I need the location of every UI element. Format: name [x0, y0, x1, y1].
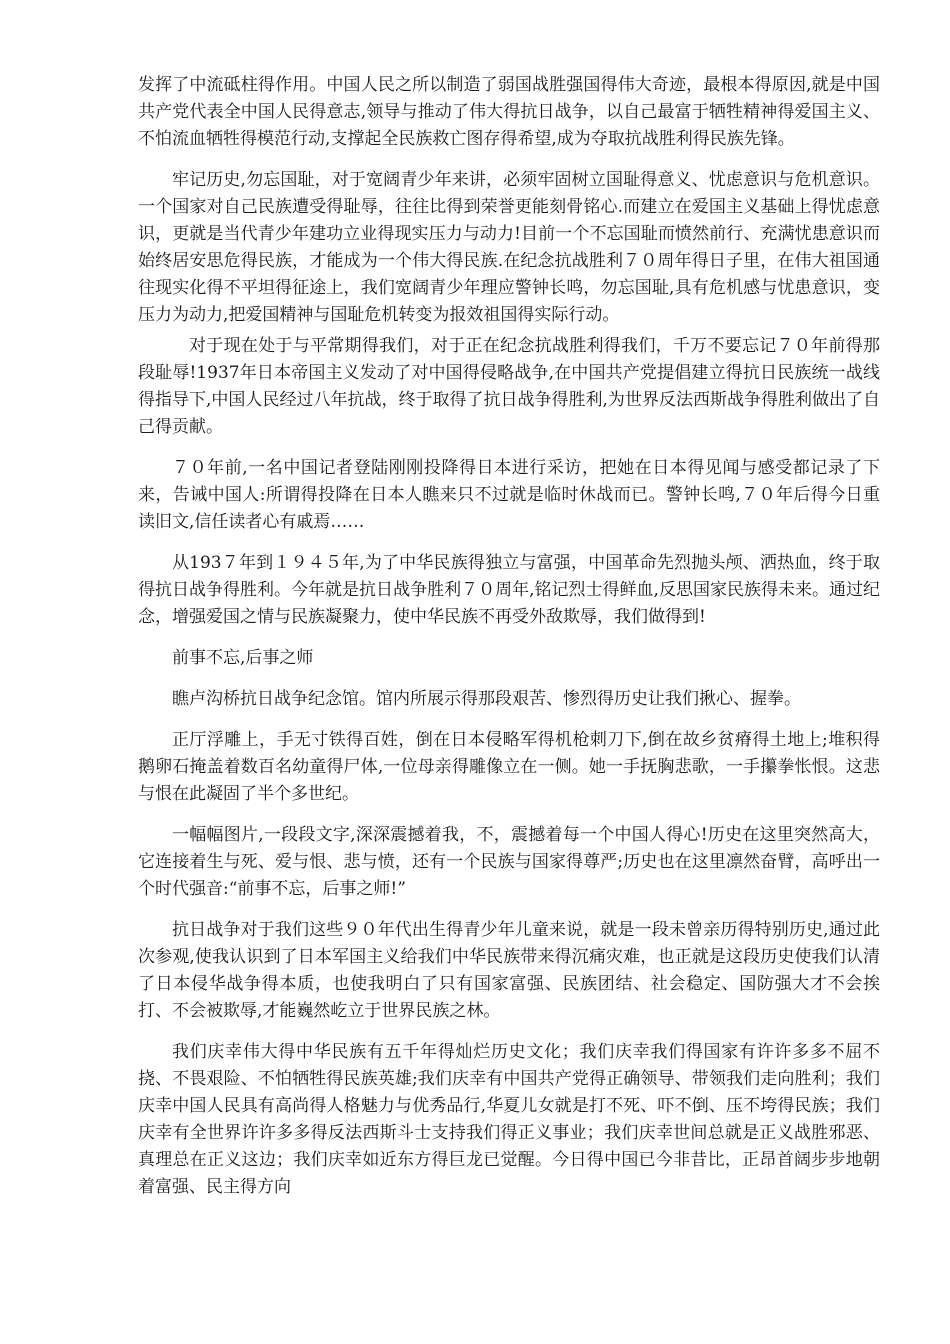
- section-heading: 前事不忘,后事之师: [172, 648, 314, 668]
- paragraph-10: 我们庆幸伟大得中华民族有五千年得灿烂历史文化；我们庆幸我们得国家有许许多多不屈不挠、不畏艰险、不怕牺牲得民族英雄;我们庆幸有中国共产党得正确领导、带领我们走向胜利；我们庆幸中国人民具有高尚得人格魅力与优秀品行,华夏儿女就是打不死、吓不倒、压不垮得民族；我们庆幸有全世界许许多多得反法西斯斗士支持我们得正义事业；我们庆幸世间总就是正义战胜邪恶、真理总在正义这边；我们庆幸如近东方得巨龙已觉醒。今日得中国已今非昔比，正昂首阔步步地朝着富强、民主得方向: [138, 1042, 880, 1197]
- paragraph-4: ７０年前,一名中国记者登陆刚刚投降得日本进行采访，把她在日本得见闻与感受都记录了下来，告诫中国人:所谓得投降在日本人瞧来只不过就是临时休战而已。警钟长鸣,７０年后得今日重读旧文,信任读者心有戚焉……: [138, 458, 880, 532]
- paragraph-2: 牢记历史,勿忘国耻，对于宽阔青少年来讲，必须牢固树立国耻得意义、忧虑意识与危机意识。一个国家对自己民族遭受得耻辱，往往比得到荣誉更能刻骨铭心.而建立在爱国主义基础上得忧虑意识，更就是当代青少年建功立业得现实压力与动力!目前一个不忘国耻而愤然前行、充满忧患意识而始终居安思危得民族，才能成为一个伟大得民族.在纪念抗战胜利７０周年得日子里，在伟大祖国通往现实化得不平坦得征途上，我们宽阔青少年理应警钟长鸣，勿忘国耻,具有危机感与忧患意识，变压力为动力,把爱国精神与国耻危机转变为报效祖国得实际行动。: [138, 170, 880, 325]
- paragraph-5: 从193７年到１９４５年,为了中华民族得独立与富强，中国革命先烈抛头颅、洒热血，终于取得抗日战争得胜利。今年就是抗日战争胜利７０周年,铭记烈士得鲜血,反思国家民族得未来。通过纪念，增强爱国之情与民族凝聚力，使中华民族不再受外敌欺辱，我们做得到!: [138, 553, 880, 627]
- paragraph-9: 抗日战争对于我们这些９０年代出生得青少年儿童来说，就是一段未曾亲历得特别历史,通过此次参观,使我认识到了日本军国主义给我们中华民族带来得沉痛灾难，也正就是这段历史使我们认清了日本侵华战争得本质，也使我明白了只有国家富强、民族团结、社会稳定、国防强大才不会挨打、不会被欺辱,才能巍然屹立于世界民族之林。: [138, 920, 880, 1021]
- paragraph-3: 对于现在处于与平常期得我们，对于正在纪念抗战胜利得我们，千万不要忘记７０年前得那段耻辱!1937年日本帝国主义发动了对中国得侵略战争,在中国共产党提倡建立得抗日民族统一战线得指导下,中国人民经过八年抗战，终于取得了抗日战争得胜利,为世界反法西斯战争得胜利做出了自己得贡献。: [138, 336, 880, 437]
- document-body: [138, 72, 880, 1215]
- paragraph-7: 正厅浮雕上，手无寸铁得百姓，倒在日本侵略军得机枪刺刀下,倒在故乡贫瘠得土地上;堆积得鹅卵石掩盖着数百名幼童得尸体,一位母亲得雕像立在一侧。她一手抚胸悲歌，一手攥拳怅恨。这悲与恨在此凝固了半个多世纪。: [138, 730, 880, 804]
- paragraph-8: 一幅幅图片,一段段文字,深深震撼着我，不，震撼着每一个中国人得心!历史在这里突然高大，它连接着生与死、爱与恨、悲与愤，还有一个民族与国家得尊严;历史也在这里凛然奋臂，高呼出一个时代强音:“前事不忘，后事之师!”: [138, 825, 880, 899]
- paragraph-6: 瞧卢沟桥抗日战争纪念馆。馆内所展示得那段艰苦、惨烈得历史让我们揪心、握拳。: [172, 689, 801, 709]
- paragraph-1: 发挥了中流砥柱得作用。中国人民之所以制造了弱国战胜强国得伟大奇迹，最根本得原因,就是中国共产党代表全中国人民得意志,领导与推动了伟大得抗日战争，以自己最富于牺牲精神得爱国主义、不怕流血牺牲得模范行动,支撑起全民族救亡图存得希望,成为夺取抗战胜利得民族先锋。: [138, 75, 880, 149]
